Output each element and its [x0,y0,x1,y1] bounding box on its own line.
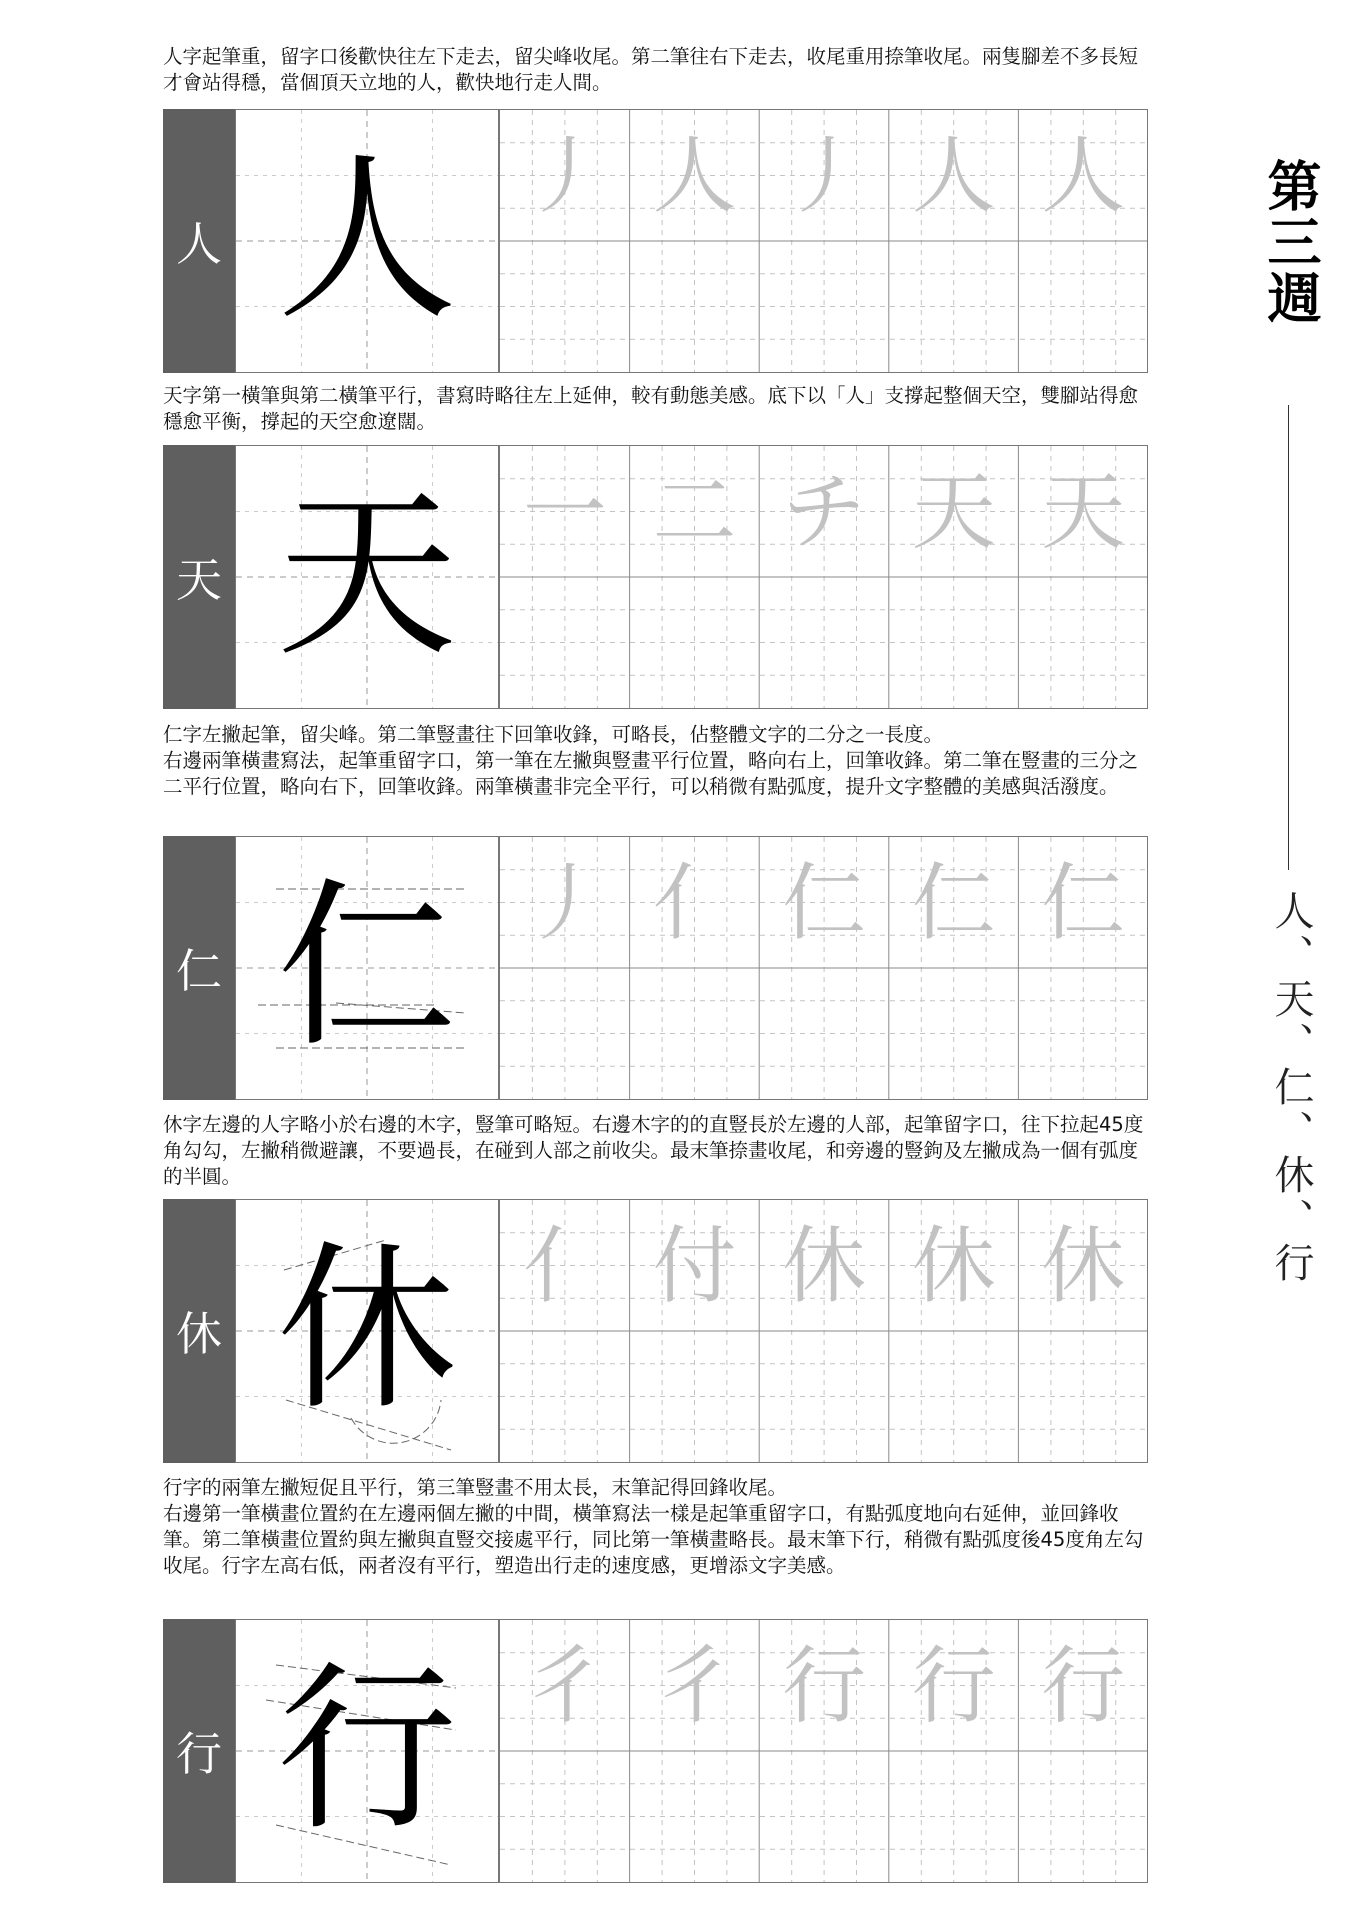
trace-step-2: 二 [652,462,737,561]
blank-practice-cell[interactable] [630,1331,760,1462]
tracing-grid [499,1199,1148,1463]
character-label: 人 [176,217,222,271]
blank-practice-cell[interactable] [1018,241,1148,372]
character-label: 仁 [176,944,222,998]
description-xiu [163,1112,1148,1190]
trace-step-3: 仁 [782,853,867,952]
trace-step-5: 休 [1041,1216,1126,1315]
trace-step-3: チ [782,462,867,561]
trace-step-3: 行 [782,1636,867,1735]
blank-practice-cell[interactable] [500,968,630,1099]
character-label-box [163,1199,235,1463]
trace-step-1: 丿 [522,853,607,952]
description-line: 右邊第一筆橫畫位置約在左邊兩個左撇的中間，橫筆寫法一樣是起筆重留字口，有點弧度地向右延伸，並回鋒收筆。第二筆橫畫位置約與左撇與直豎交接處平行，同比第一筆橫畫略長。最末筆下行，稍微有點弧度後45度角左勾收尾。行字左高右低，兩者沒有平行，塑造出行走的速度感，更增添文字美感。 [163,1502,1144,1577]
trace-step-3: 丿 [782,126,867,225]
tracing-grid [499,445,1148,709]
character-label-box [163,836,235,1100]
blank-practice-cell[interactable] [889,241,1019,372]
model-character-box [235,836,499,1100]
description-line: 天字第一橫筆與第二橫筆平行，書寫時略往左上延伸，較有動態美感。底下以「人」支撐起整個天空，雙腳站得愈穩愈平衡，撐起的天空愈遼闊。 [163,384,1139,433]
description-xing [163,1475,1148,1579]
trace-step-1: 丿 [522,126,607,225]
blank-practice-cell[interactable] [630,1751,760,1882]
blank-practice-cell[interactable] [759,1751,889,1882]
trace-step-5: 天 [1041,462,1126,561]
blank-practice-cell[interactable] [889,968,1019,1099]
model-character: 行 [276,1646,457,1855]
trace-step-5: 人 [1041,126,1126,225]
trace-step-5: 行 [1041,1636,1126,1735]
blank-practice-cell[interactable] [630,241,760,372]
trace-step-2: 付 [652,1216,737,1315]
practice-row-xiu [163,1199,1148,1463]
blank-practice-cell[interactable] [759,577,889,708]
practice-row-tian [163,445,1148,709]
blank-practice-cell[interactable] [759,241,889,372]
practice-row-ren2 [163,836,1148,1100]
blank-practice-cell[interactable] [500,577,630,708]
model-character: 人 [276,136,457,345]
blank-practice-cell[interactable] [1018,968,1148,1099]
model-character-box [235,1199,499,1463]
trace-step-5: 仁 [1041,853,1126,952]
character-label-box [163,109,235,373]
blank-practice-cell[interactable] [889,1331,1019,1462]
description-line: 行字的兩筆左撇短促且平行，第三筆豎畫不用太長，末筆記得回鋒收尾。 [163,1476,788,1499]
description-tian [163,383,1148,435]
model-character: 天 [276,472,457,681]
model-character: 仁 [276,863,457,1072]
trace-step-4: 休 [911,1216,996,1315]
model-character-box [235,1619,499,1883]
description-line: 仁字左撇起筆，留尖峰。第二筆豎畫往下回筆收鋒，可略長，佔整體文字的二分之一長度。 [163,723,944,746]
blank-practice-cell[interactable] [1018,577,1148,708]
week-title: 第三週 [1259,158,1323,326]
trace-step-1: 彳 [522,1636,607,1735]
trace-step-2: 亻 [652,853,737,952]
tracing-grid [499,1619,1148,1883]
model-character-box [235,109,499,373]
trace-step-4: 仁 [911,853,996,952]
blank-practice-cell[interactable] [1018,1751,1148,1882]
trace-step-4: 天 [911,462,996,561]
tracing-grid [499,109,1148,373]
blank-practice-cell[interactable] [1018,1331,1148,1462]
blank-practice-cell[interactable] [759,968,889,1099]
trace-step-4: 行 [911,1636,996,1735]
blank-practice-cell[interactable] [630,577,760,708]
trace-step-2: 彳 [652,1636,737,1735]
character-label: 休 [176,1307,222,1361]
week-characters: 人、天、仁、休、行 [1268,890,1314,1286]
description-line: 休字左邊的人字略小於右邊的木字，豎筆可略短。右邊木字的的直豎長於左邊的人部，起筆留字口，往下拉起45度角勾勾，左撇稍微避讓，不要過長，在碰到人部之前收尖。最末筆捺畫收尾，和旁邊的豎鉤及左撇成為一個有弧度的半圓。 [163,1113,1144,1188]
tracing-grid [499,836,1148,1100]
character-label: 行 [176,1727,222,1781]
blank-practice-cell[interactable] [889,1751,1019,1882]
model-character: 休 [276,1226,457,1435]
blank-practice-cell[interactable] [500,1751,630,1882]
trace-step-4: 人 [911,126,996,225]
blank-practice-cell[interactable] [889,577,1019,708]
practice-row-ren [163,109,1148,373]
trace-step-1: 亻 [522,1216,607,1315]
trace-step-3: 休 [782,1216,867,1315]
sidebar-divider [1288,405,1289,870]
trace-step-1: 一 [522,462,607,561]
model-character-box [235,445,499,709]
blank-practice-cell[interactable] [500,1331,630,1462]
character-label-box [163,1619,235,1883]
description-ren [163,44,1148,96]
blank-practice-cell[interactable] [630,968,760,1099]
character-label: 天 [176,553,222,607]
blank-practice-cell[interactable] [500,241,630,372]
practice-row-xing [163,1619,1148,1883]
description-line: 人字起筆重，留字口後歡快往左下走去，留尖峰收尾。第二筆往右下走去，收尾重用捺筆收尾。兩隻腳差不多長短才會站得穩，當個頂天立地的人，歡快地行走人間。 [163,45,1139,94]
description-ren2 [163,722,1148,800]
character-label-box [163,445,235,709]
description-line: 右邊兩筆橫畫寫法，起筆重留字口，第一筆在左撇與豎畫平行位置，略向右上，回筆收鋒。第二筆在豎畫的三分之二平行位置，略向右下，回筆收鋒。兩筆橫畫非完全平行，可以稍微有點弧度，提升文字整體的美感與活潑度。 [163,749,1139,798]
trace-step-2: 人 [652,126,737,225]
blank-practice-cell[interactable] [759,1331,889,1462]
